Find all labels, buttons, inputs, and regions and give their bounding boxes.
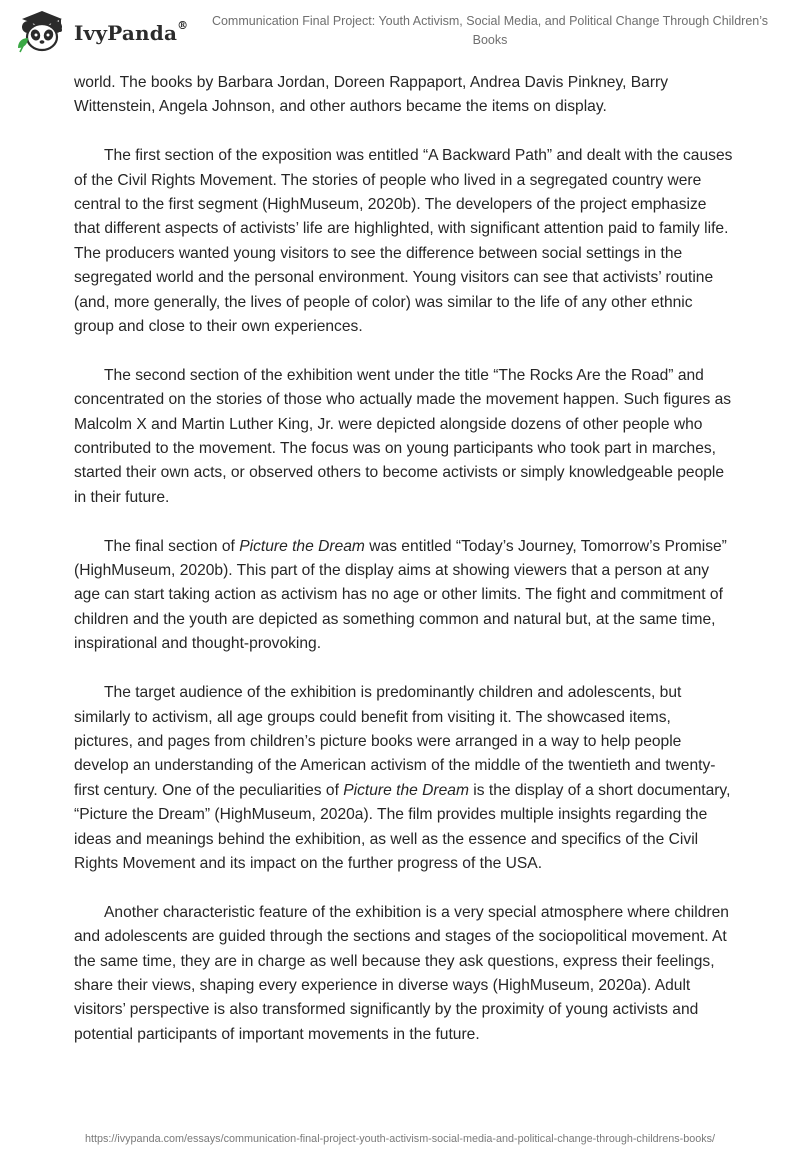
panda-graduate-icon [14, 8, 70, 56]
paragraph-text: The final section of [104, 537, 240, 555]
source-url[interactable]: https://ivypanda.com/essays/communication-final-project-youth-activism-social-media-and-political-change-through-childrens-books/ [84, 1133, 716, 1145]
paragraph-text: was entitled “Today’s Journey, Tomorrow’s Promise” (HighMuseum, 2020b). This part of the display aims at showing viewers that a person at any age can start taking action as activism has no age or other limits. The fight and commitment of children and the youth are depicted as something common and natural but, at the same time, inspirational and thought-provoking. [74, 537, 727, 653]
exhibition-title: Picture the Dream [343, 781, 469, 799]
paragraph-continuation: world. The books by Barbara Jordan, Doreen Rappaport, Andrea Davis Pinkney, Barry Wittenstein, Angela Johnson, and other authors became the items on display. [74, 74, 669, 116]
brand-name-text: IvyPanda [74, 21, 178, 45]
paragraph-atmosphere: Another characteristic feature of the exhibition is a very special atmosphere where children and adolescents are guided through the sections and stages of the sociopolitical movement. At the same time, they are in charge as well because they ask questions, express their feelings, share their views, shaping every experience in diverse ways (HighMuseum, 2020a). Adult visitors’ perspective is also transformed significantly by the proximity of young activists and potential participants of important movements in the future. [74, 903, 729, 1043]
paragraph-final-section [74, 535, 734, 657]
paragraph-text: The target audience of the exhibition is predominantly children and adolescents, but similarly to activism, all age groups could benefit from visiting it. The showcased items, pictures, and pages from children’s picture books were arranged in a way to help people develop an understanding of the American activism of the middle of the twentieth and twenty-first century. One of the peculiarities of [74, 684, 716, 799]
paragraph-text: is the display of a short documentary, “Picture the Dream” (HighMuseum, 2020a). The film provides multiple insights regarding the ideas and meanings behind the exhibition, as well as the essence and specifics of the Civil Rights Movement and its impact on the further progress of the USA. [74, 781, 731, 872]
document-title: Communication Final Project: Youth Activism, Social Media, and Political Change Through Children’s Books [211, 14, 769, 47]
paragraph-second-section: The second section of the exhibition went under the title “The Rocks Are the Road” and concentrated on the stories of those who actually made the movement happen. Such figures as Malcolm X and Martin Luther King, Jr. were depicted alongside dozens of other people who contributed to the movement. The focus was on young participants who took part in marches, started their own acts, or observed others to become activists or simply knowledgeable people in their future. [74, 366, 732, 506]
essay-body [74, 71, 734, 1072]
paragraph-target-audience [74, 681, 734, 876]
brand-name [74, 21, 188, 45]
page-header [0, 0, 800, 64]
exhibition-title: Picture the Dream [239, 537, 365, 555]
paragraph-first-section: The first section of the exposition was entitled “A Backward Path” and dealt with the causes of the Civil Rights Movement. The stories of people who lived in a segregated country were central to the first segment (HighMuseum, 2020b). The developers of the project emphasize that different aspects of activists’ life are highlighted, with significant attention paid to family life. The producers wanted young visitors to see the difference between social settings in the segregated world and the personal environment. Young visitors can see that activists’ routine (and, more generally, the lives of people of color) was similar to the life of any other ethnic group and close to their own experiences. [74, 147, 733, 336]
ivypanda-logo[interactable] [14, 8, 188, 56]
registered-mark: ® [177, 19, 189, 32]
